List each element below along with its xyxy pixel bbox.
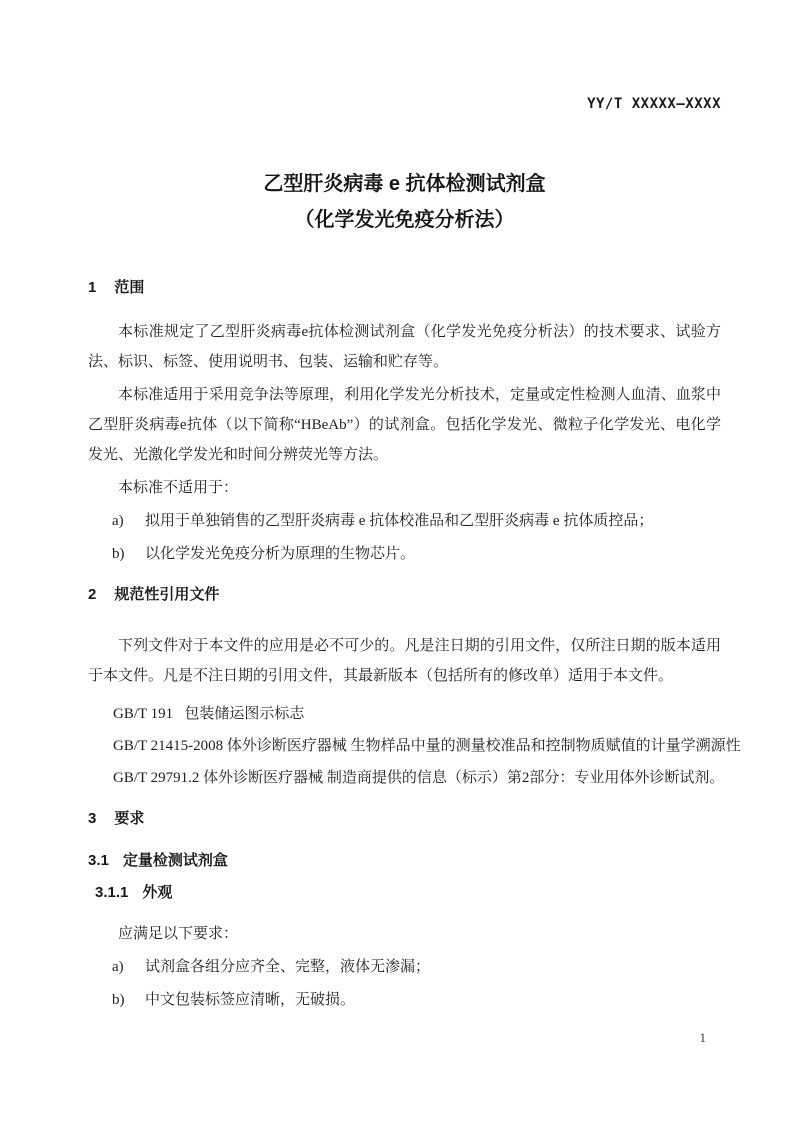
normative-reference: GB/T 29791.2 体外诊断医疗器械 制造商提供的信息（标示）第2部分：专业用体外诊断试剂。 xyxy=(113,770,725,786)
document-content xyxy=(88,0,741,1015)
normative-reference: GB/T 21415-2008 体外诊断医疗器械 生物样品中量的测量校准品和控制物质赋值的计量学溯源性 xyxy=(113,738,741,754)
section-2-heading xyxy=(88,585,721,605)
section-3-heading xyxy=(88,809,721,829)
list-marker: a) xyxy=(112,513,124,529)
section-3-number: 3 xyxy=(88,810,97,827)
section-3-1-title: 定量检测试剂盒 xyxy=(122,852,228,869)
section-2-paragraph-1: 下列文件对于本文件的应用是必不可少的。凡是注日期的引用文件，仅所注日期的版本适用于本文件。凡是不注日期的引用文件，其最新版本（包括所有的修改单）适用于本文件。 xyxy=(88,638,721,684)
document-title-line1: 乙型肝炎病毒 e 抗体检测试剂盒 xyxy=(263,173,546,195)
list-marker: b) xyxy=(112,992,125,1008)
section-1-paragraph-2: 本标准适用于采用竞争法等原理，利用化学发光分析技术，定量或定性检测人血清、血浆中乙型肝炎病毒e抗体（以下简称“HBeAb”）的试剂盒。包括化学发光、微粒子化学发光、电化学发光、光激化学发光和时间分辨荧光等方法。 xyxy=(88,387,721,463)
section-1-list-item-b xyxy=(88,539,721,569)
list-item-text: 中文包装标签应清晰，无破损。 xyxy=(145,992,356,1008)
list-item-text: 拟用于单独销售的乙型肝炎病毒 e 抗体校准品和乙型肝炎病毒 e 抗体质控品； xyxy=(145,513,654,529)
section-1-list-item-a xyxy=(88,506,721,536)
standard-code: YY/T XXXXX—XXXX xyxy=(587,96,721,112)
section-3-1-number: 3.1 xyxy=(88,852,109,869)
section-2-title: 规范性引用文件 xyxy=(114,586,220,603)
section-3-1-heading xyxy=(88,851,721,871)
section-1-heading xyxy=(88,278,721,298)
section-3-1-1-list-item-a xyxy=(88,952,721,982)
page-number: 1 xyxy=(699,1030,706,1045)
list-item-text: 以化学发光免疫分析为原理的生物芯片。 xyxy=(145,546,416,562)
section-1-title: 范围 xyxy=(114,279,145,296)
document-title-line2: （化学发光免疫分析法） xyxy=(294,209,515,231)
section-3-1-1-paragraph-1: 应满足以下要求： xyxy=(118,926,239,942)
section-1-paragraph-1: 本标准规定了乙型肝炎病毒e抗体检测试剂盒（化学发光免疫分析法）的技术要求、试验方法、标识、标签、使用说明书、包装、运输和贮存等。 xyxy=(88,324,721,370)
section-3-title: 要求 xyxy=(114,810,145,827)
document-title xyxy=(88,166,721,238)
section-3-1-1-heading xyxy=(88,883,721,903)
section-1-paragraph-3: 本标准不适用于： xyxy=(118,480,239,496)
normative-reference: GB/T 191 包装储运图示标志 xyxy=(113,706,305,722)
section-2-number: 2 xyxy=(88,586,97,603)
section-1-number: 1 xyxy=(88,279,97,296)
section-3-1-1-title: 外观 xyxy=(142,884,173,901)
list-marker: a) xyxy=(112,959,124,975)
section-3-1-1-number: 3.1.1 xyxy=(95,884,129,901)
section-3-1-1-list-item-b xyxy=(88,985,721,1015)
list-marker: b) xyxy=(112,546,125,562)
list-item-text: 试剂盒各组分应齐全、完整，液体无渗漏； xyxy=(145,959,431,975)
